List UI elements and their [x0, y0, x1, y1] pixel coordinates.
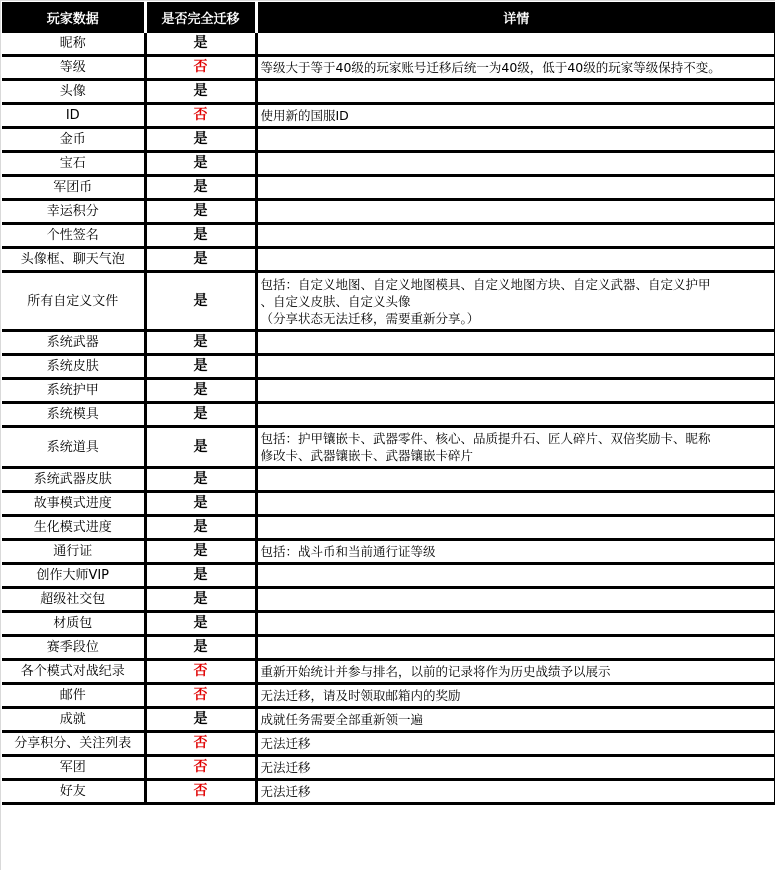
player-data-cell: 军团币 [2, 176, 145, 200]
details-line: 、自定义皮肤、自定义头像 [260, 293, 411, 309]
player-data-cell: 邮件 [2, 684, 145, 708]
migration-status-cell: 是 [145, 564, 256, 588]
header-player-data: 玩家数据 [2, 2, 145, 33]
player-data-cell: 系统武器 [2, 331, 145, 355]
details-cell [256, 612, 775, 636]
details-cell [256, 248, 775, 272]
table-row [2, 427, 775, 468]
details-line: 包括：自定义地图、自定义地图模具、自定义地图方块、自定义武器、自定义护甲 [260, 276, 711, 292]
migration-status-cell: 是 [145, 636, 256, 660]
table-row [2, 588, 775, 612]
table-row [2, 540, 775, 564]
migration-status-cell: 是 [145, 516, 256, 540]
migration-status-cell: 否 [145, 56, 256, 80]
migration-status-cell: 是 [145, 492, 256, 516]
table-row [2, 104, 775, 128]
table-row [2, 756, 775, 780]
details-cell [256, 492, 775, 516]
migration-status-cell: 是 [145, 176, 256, 200]
details-line: 包括：护甲镶嵌卡、武器零件、核心、品质提升石、匠人碎片、双倍奖励卡、昵称 [260, 431, 711, 446]
table-row [2, 492, 775, 516]
details-cell: 包括：战斗币和当前通行证等级 [256, 540, 775, 564]
details-cell: 等级大于等于40级的玩家账号迁移后统一为40级，低于40级的玩家等级保持不变。 [256, 56, 775, 80]
migration-status-cell: 是 [145, 80, 256, 104]
details-cell [256, 33, 775, 56]
migration-status-cell: 是 [145, 152, 256, 176]
player-data-cell: 昵称 [2, 33, 145, 56]
details-cell [256, 427, 775, 468]
player-data-cell: 头像 [2, 80, 145, 104]
table-row [2, 33, 775, 56]
migration-status-cell: 是 [145, 612, 256, 636]
table-row [2, 355, 775, 379]
player-data-cell: 材质包 [2, 612, 145, 636]
player-data-cell: 等级 [2, 56, 145, 80]
table-row [2, 732, 775, 756]
table-row [2, 780, 775, 804]
player-data-cell: 各个模式对战纪录 [2, 660, 145, 684]
details-cell [256, 331, 775, 355]
player-data-cell: 金币 [2, 128, 145, 152]
migration-status-cell: 是 [145, 224, 256, 248]
details-cell: 无法迁移 [256, 780, 775, 804]
details-cell: 无法迁移 [256, 732, 775, 756]
table-row [2, 176, 775, 200]
player-data-cell: 系统道具 [2, 427, 145, 468]
player-data-cell: 系统武器皮肤 [2, 468, 145, 492]
details-cell: 无法迁移 [256, 756, 775, 780]
details-cell [256, 636, 775, 660]
player-data-cell: 分享积分、关注列表 [2, 732, 145, 756]
header-details: 详情 [256, 2, 775, 33]
migration-status-cell: 是 [145, 588, 256, 612]
player-data-cell: 系统护甲 [2, 379, 145, 403]
table-row [2, 660, 775, 684]
table-row [2, 331, 775, 355]
details-cell [256, 468, 775, 492]
migration-status-cell: 否 [145, 756, 256, 780]
table-row [2, 403, 775, 427]
table-row [2, 80, 775, 104]
details-cell: 重新开始统计并参与排名，以前的记录将作为历史战绩予以展示 [256, 660, 775, 684]
player-data-cell: 成就 [2, 708, 145, 732]
player-data-cell: 头像框、聊天气泡 [2, 248, 145, 272]
table-row [2, 636, 775, 660]
migration-status-cell: 是 [145, 248, 256, 272]
details-cell: 使用新的国服ID [256, 104, 775, 128]
details-cell: 无法迁移，请及时领取邮箱内的奖励 [256, 684, 775, 708]
table-row [2, 248, 775, 272]
migration-status-cell: 否 [145, 780, 256, 804]
details-cell [256, 272, 775, 331]
player-data-cell: 宝石 [2, 152, 145, 176]
details-cell [256, 200, 775, 224]
player-data-cell: 好友 [2, 780, 145, 804]
migration-status-cell: 是 [145, 200, 256, 224]
table-row [2, 684, 775, 708]
player-data-cell: 军团 [2, 756, 145, 780]
migration-table [2, 2, 775, 805]
details-cell: 成就任务需要全部重新领一遍 [256, 708, 775, 732]
player-data-cell: 超级社交包 [2, 588, 145, 612]
details-cell [256, 152, 775, 176]
player-data-cell: 系统皮肤 [2, 355, 145, 379]
migration-status-cell: 是 [145, 427, 256, 468]
details-line: 修改卡、武器镶嵌卡、武器镶嵌卡碎片 [260, 448, 474, 463]
table-row [2, 152, 775, 176]
player-data-cell: 幸运积分 [2, 200, 145, 224]
player-data-cell: 通行证 [2, 540, 145, 564]
migration-status-cell: 是 [145, 379, 256, 403]
table-row [2, 272, 775, 331]
player-data-cell: 系统模具 [2, 403, 145, 427]
player-data-cell: 个性签名 [2, 224, 145, 248]
details-cell [256, 403, 775, 427]
table-row [2, 56, 775, 80]
table-body [2, 33, 775, 804]
table-row [2, 564, 775, 588]
table-row [2, 708, 775, 732]
migration-status-cell: 否 [145, 104, 256, 128]
details-cell [256, 128, 775, 152]
table-header-row [2, 2, 775, 33]
header-fully-migrated: 是否完全迁移 [145, 2, 256, 33]
details-cell [256, 80, 775, 104]
table-row [2, 128, 775, 152]
migration-status-cell: 是 [145, 33, 256, 56]
table-row [2, 516, 775, 540]
details-cell [256, 176, 775, 200]
table-row [2, 379, 775, 403]
table-row [2, 200, 775, 224]
details-cell [256, 588, 775, 612]
migration-status-cell: 是 [145, 540, 256, 564]
player-data-cell: 创作大师VIP [2, 564, 145, 588]
migration-status-cell: 是 [145, 331, 256, 355]
migration-status-cell: 否 [145, 732, 256, 756]
details-cell [256, 355, 775, 379]
migration-status-cell: 是 [145, 272, 256, 331]
migration-status-cell: 是 [145, 708, 256, 732]
migration-status-cell: 是 [145, 355, 256, 379]
table-row [2, 224, 775, 248]
details-cell [256, 379, 775, 403]
player-data-cell: 生化模式进度 [2, 516, 145, 540]
player-data-cell: ID [2, 104, 145, 128]
table-row [2, 468, 775, 492]
migration-status-cell: 是 [145, 468, 256, 492]
details-cell [256, 224, 775, 248]
details-cell [256, 564, 775, 588]
player-data-cell: 所有自定义文件 [2, 272, 145, 331]
migration-status-cell: 是 [145, 403, 256, 427]
player-data-cell: 故事模式进度 [2, 492, 145, 516]
table-row [2, 612, 775, 636]
migration-status-cell: 否 [145, 684, 256, 708]
migration-status-cell: 是 [145, 128, 256, 152]
player-data-cell: 赛季段位 [2, 636, 145, 660]
details-line: （分享状态无法迁移，需要重新分享。） [260, 310, 480, 326]
migration-status-cell: 否 [145, 660, 256, 684]
details-cell [256, 516, 775, 540]
